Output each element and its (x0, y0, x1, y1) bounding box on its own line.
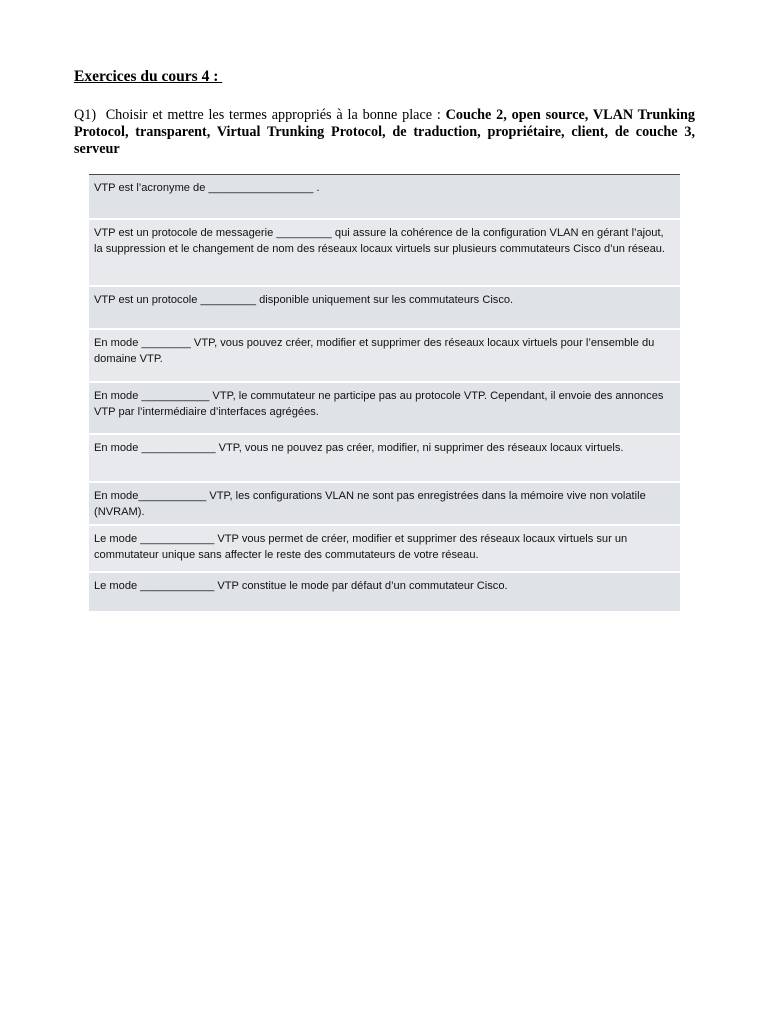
row-text: VTP est un protocole de messagerie _________ qui assure la cohérence de la configuration VLAN en gérant l’ajout, la suppression et le changement de nom des réseaux locaux virtuels sur plusieurs commutateurs Cisco d’un réseau. (94, 227, 666, 256)
table-row (89, 220, 680, 287)
question-prompt: Q1) Choisir et mettre les termes appropriés à la bonne place : (74, 107, 446, 123)
row-text: En mode ____________ VTP, vous ne pouvez pas créer, modifier, ni supprimer des réseaux locaux virtuels. (94, 442, 624, 454)
row-text: En mode ___________ VTP, le commutateur ne participe pas au protocole VTP. Cependant, il envoie des annonces VTP par l’intermédiaire d’interfaces agrégées. (94, 390, 664, 419)
table-row (89, 383, 680, 435)
row-text: En mode ________ VTP, vous pouvez créer, modifier et supprimer des réseaux locaux virtuels pour l’ensemble du domaine VTP. (94, 337, 655, 366)
table-row (89, 483, 680, 526)
table-row (89, 435, 680, 483)
question-terms: Couche 2, open source, VLAN Trunking Protocol, transparent, Virtual Trunking Protocol, de traduction, propriétaire, client, de couche 3, serveur (74, 107, 695, 157)
table-row (89, 287, 680, 330)
table-row (89, 330, 680, 383)
exercise-table (89, 174, 680, 613)
row-text: VTP est un protocole _________ disponible uniquement sur les commutateurs Cisco. (94, 294, 514, 306)
table-row (89, 526, 680, 573)
row-text: VTP est l’acronyme de _________________ . (94, 182, 320, 194)
table-row (89, 573, 680, 613)
page-title: Exercices du cours 4 : (74, 68, 223, 85)
question-q1 (74, 107, 695, 158)
table-row (89, 175, 680, 220)
row-text: Le mode ____________ VTP constitue le mode par défaut d’un commutateur Cisco. (94, 580, 508, 592)
row-text: En mode___________ VTP, les configurations VLAN ne sont pas enregistrées dans la mémoire vive non volatile (NVRAM). (94, 490, 646, 519)
row-text: Le mode ____________ VTP vous permet de créer, modifier et supprimer des réseaux locaux virtuels sur un commutateur unique sans affecter le reste des commutateurs de votre réseau. (94, 533, 628, 562)
